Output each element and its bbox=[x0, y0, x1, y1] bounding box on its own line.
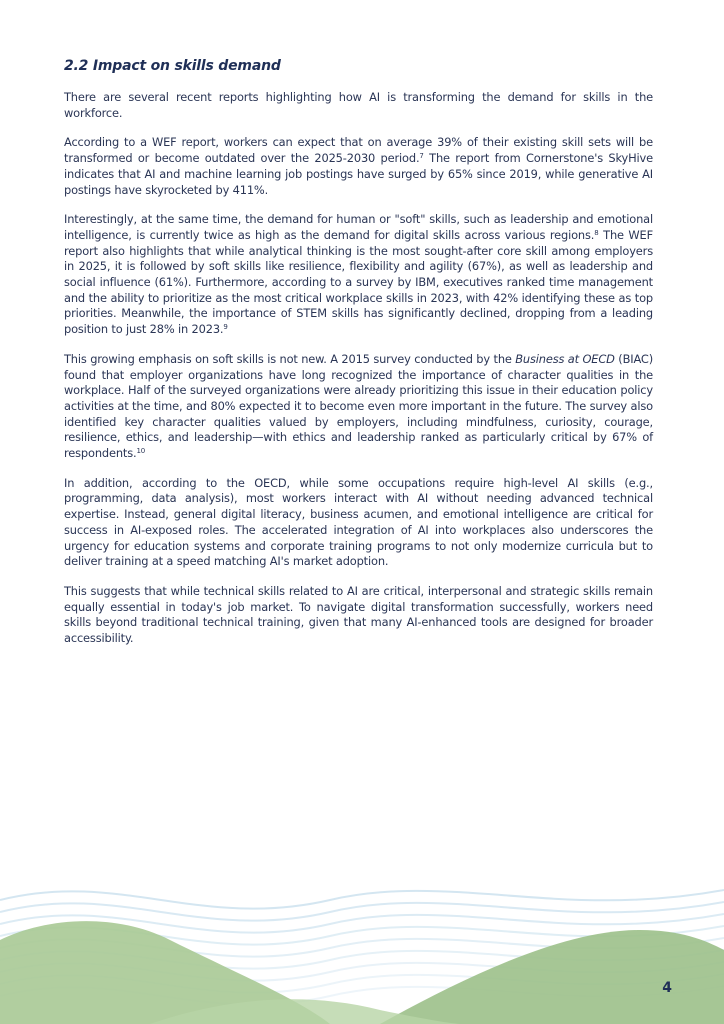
paragraph-text: This growing emphasis on soft skills is not new. A 2015 survey conducted by the bbox=[64, 351, 516, 366]
paragraph-text: The report from Cornerstone's SkyHive indicates that AI and machine learning job postings have surged by 65% since 2019, while generative AI postings have skyrocketed by 411%. bbox=[64, 151, 653, 197]
paragraph-text: The WEF report also highlights that while analytical thinking is the most sought-after core skill among employers in 2025, it is followed by soft skills like resilience, flexibility and agility (67%), as well as leadership and social influence (61%). Furthermore, according to a survey by IBM, executives ranked time management and the ability to prioritize as the most critical workplace skills in 2023, with 42% identifying these as top priorities. Meanwhile, the importance of STEM skills has significantly declined, dropping from a leading position to just 28% in 2023. bbox=[64, 227, 653, 337]
paragraph-text: This suggests that while technical skills related to AI are critical, interpersonal and strategic skills remain equally essential in today's job market. To navigate digital transformation successfully, workers need skills beyond traditional technical training, given that many AI-enhanced tools are designed for broader accessibility. bbox=[64, 583, 653, 646]
paragraph-5 bbox=[64, 476, 653, 570]
paragraph-text: There are several recent reports highlighting how AI is transforming the demand for skills in the workforce. bbox=[64, 90, 653, 120]
paragraph-text: Interestingly, at the same time, the demand for human or "soft" skills, such as leadership and emotional intelligence, is currently twice as high as the demand for digital skills across various regions. bbox=[64, 212, 653, 242]
paragraph-text: In addition, according to the OECD, while some occupations require high-level AI skills (e.g., programming, data analysis), most workers interact with AI without needing advanced technical expertise. Instead, general digital literacy, business acumen, and emotional intelligence are critical for success in AI-exposed roles. The accelerated integration of AI into workplaces also underscores the urgency for education systems and corporate training programs to not only modernize curricula but to deliver training at a speed matching AI's market adoption. bbox=[64, 475, 653, 569]
paragraph-text: (BIAC) found that employer organizations have long recognized the importance of character qualities in the workplace. Half of the surveyed organizations were already prioritizing this issue in their education policy activities at the time, and 80% expected it to become even more important in the future. The survey also identified key character qualities valued by employers, including mindfulness, curiosity, courage, resilience, ethics, and leadership—with ethics and leadership ranked as particularly critical by 67% of respondents. bbox=[64, 351, 653, 461]
section-heading: 2.2 Impact on skills demand bbox=[64, 58, 281, 74]
paragraph-6 bbox=[64, 584, 653, 647]
footnote-ref[interactable]: 10 bbox=[136, 447, 146, 456]
footnote-ref[interactable]: 7 bbox=[419, 152, 424, 161]
organization-name-italic: Business at OECD bbox=[515, 351, 615, 366]
footnote-ref[interactable]: 8 bbox=[594, 228, 599, 237]
paragraph-text: According to a WEF report, workers can expect that on average 39% of their existing skill sets will be transformed or become outdated over the 2025-2030 period. bbox=[64, 135, 653, 166]
footnote-ref[interactable]: 9 bbox=[223, 323, 228, 332]
paragraph-1 bbox=[64, 90, 653, 121]
paragraph-2 bbox=[64, 135, 653, 198]
paragraph-4 bbox=[64, 352, 653, 462]
paragraph-3 bbox=[64, 212, 653, 338]
green-hill-right bbox=[380, 930, 724, 1024]
decorative-wave-footer bbox=[0, 860, 724, 1024]
page-number: 4 bbox=[662, 980, 672, 996]
section-content bbox=[64, 58, 653, 661]
